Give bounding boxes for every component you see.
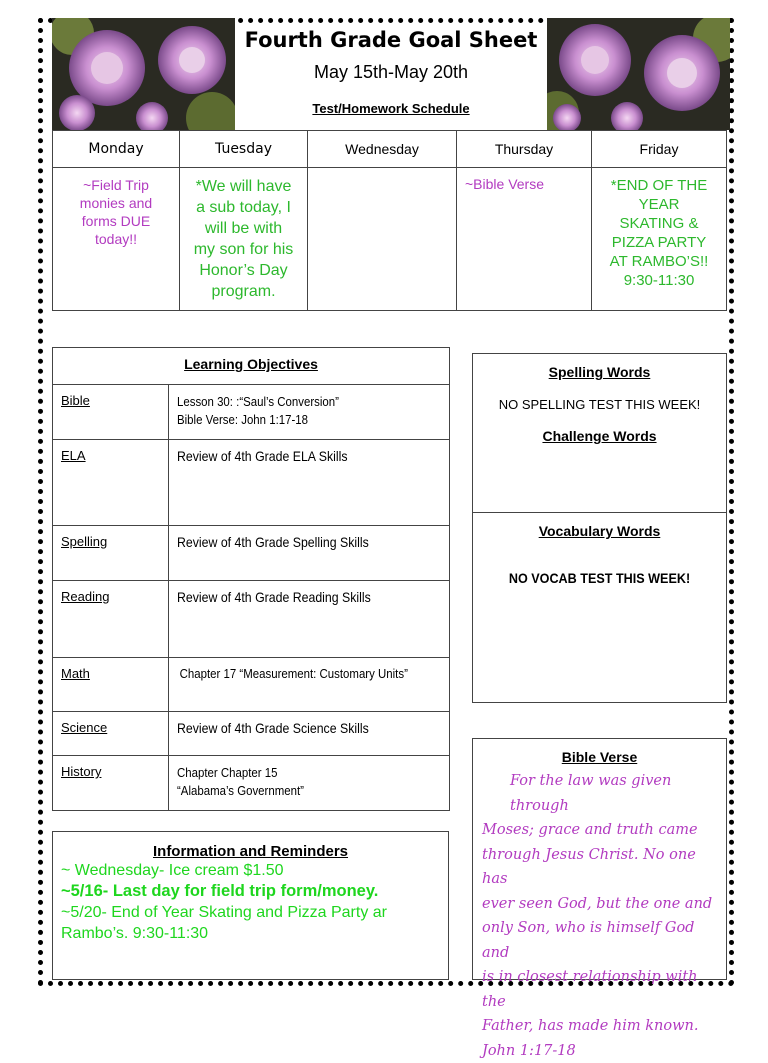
objective-bible xyxy=(169,385,450,440)
friday-line: PIZZA PARTY xyxy=(598,233,720,252)
wednesday-cell xyxy=(308,168,457,311)
subject-ela: ELA xyxy=(53,440,169,526)
friday-line: SKATING & xyxy=(598,214,720,233)
weekly-schedule-table xyxy=(52,130,727,311)
vocabulary-words-box xyxy=(472,512,727,703)
page-title: Fourth Grade Goal Sheet xyxy=(235,28,547,52)
monday-line: monies and xyxy=(59,194,173,212)
tuesday-cell xyxy=(180,168,308,311)
day-header-monday: Monday xyxy=(53,131,180,168)
spelling-note: NO SPELLING TEST THIS WEEK! xyxy=(473,397,726,412)
verse-line: Moses; grace and truth came xyxy=(482,818,717,843)
subject-bible: Bible xyxy=(53,385,169,440)
learning-objectives-heading: Learning Objectives xyxy=(53,348,450,385)
objective-history xyxy=(169,756,450,811)
subject-reading: Reading xyxy=(53,581,169,658)
reminder-item: ~5/20- End of Year Skating and Pizza Party ar xyxy=(61,902,440,923)
monday-line: today!! xyxy=(59,230,173,248)
friday-line: *END OF THE xyxy=(598,176,720,195)
objective-math xyxy=(169,658,450,712)
bible-verse-heading: Bible Verse xyxy=(473,749,726,765)
objective-line: Review of 4th Grade Science Skills xyxy=(177,720,409,736)
vocabulary-words-heading: Vocabulary Words xyxy=(473,523,726,539)
objective-line: Lesson 30: :“Saul’s Conversion” xyxy=(177,393,409,411)
tuesday-line: *We will have xyxy=(186,176,301,197)
information-reminders-box xyxy=(52,831,449,980)
friday-line: 9:30-11:30 xyxy=(598,271,720,290)
date-range: May 15th-May 20th xyxy=(235,62,547,83)
tuesday-line: will be with xyxy=(186,218,301,239)
day-header-wednesday: Wednesday xyxy=(308,131,457,168)
objective-ela xyxy=(169,440,450,526)
objective-line: Review of 4th Grade Spelling Skills xyxy=(177,534,409,550)
monday-line: forms DUE xyxy=(59,212,173,230)
subject-spelling: Spelling xyxy=(53,526,169,581)
subject-history: History xyxy=(53,756,169,811)
objective-science xyxy=(169,712,450,756)
verse-line: ever seen God, but the one and xyxy=(482,892,717,917)
verse-line: through Jesus Christ. No one has xyxy=(482,843,717,892)
day-header-friday: Friday xyxy=(592,131,727,168)
challenge-words-heading: Challenge Words xyxy=(473,428,726,444)
day-header-thursday: Thursday xyxy=(457,131,592,168)
friday-line: AT RAMBO’S!! xyxy=(598,252,720,271)
spelling-words-box xyxy=(472,353,727,513)
objective-reading xyxy=(169,581,450,658)
friday-cell xyxy=(592,168,727,311)
tuesday-line: program. xyxy=(186,281,301,302)
friday-line: YEAR xyxy=(598,195,720,214)
succulent-flowers-right-image xyxy=(547,18,730,130)
objective-line: Bible Verse: John 1:17-18 xyxy=(177,411,409,429)
verse-line: John 1:17-18 xyxy=(482,1039,717,1063)
verse-line: Father, has made him known. xyxy=(482,1014,717,1039)
reminder-item: Rambo’s. 9:30-11:30 xyxy=(61,923,440,944)
tuesday-line: Honor’s Day xyxy=(186,260,301,281)
tuesday-line: my son for his xyxy=(186,239,301,260)
objective-line: Review of 4th Grade Reading Skills xyxy=(177,589,409,605)
schedule-heading: Test/Homework Schedule xyxy=(235,101,547,116)
monday-cell xyxy=(53,168,180,311)
vocabulary-note: NO VOCAB TEST THIS WEEK! xyxy=(486,570,714,586)
information-heading: Information and Reminders xyxy=(53,843,448,860)
learning-objectives-table xyxy=(52,347,450,811)
subject-science: Science xyxy=(53,712,169,756)
objective-line: Chapter 17 “Measurement: Customary Units” xyxy=(177,666,409,681)
succulent-flowers-left-image xyxy=(52,18,235,130)
thursday-cell xyxy=(457,168,592,311)
objective-line: Chapter Chapter 15 xyxy=(177,764,409,782)
objective-line: “Alabama’s Government” xyxy=(177,782,409,800)
tuesday-line: a sub today, I xyxy=(186,197,301,218)
verse-line: For the law was given through xyxy=(482,769,717,818)
bible-verse-box xyxy=(472,738,727,980)
reminder-item: ~5/16- Last day for field trip form/money. xyxy=(61,881,440,902)
monday-line: ~Field Trip xyxy=(59,176,173,194)
subject-math: Math xyxy=(53,658,169,712)
thursday-line: ~Bible Verse xyxy=(465,176,585,192)
objective-spelling xyxy=(169,526,450,581)
spelling-words-heading: Spelling Words xyxy=(473,364,726,380)
verse-line: is in closest relationship with the xyxy=(482,965,717,1014)
day-header-tuesday: Tuesday xyxy=(180,131,308,168)
objective-line: Review of 4th Grade ELA Skills xyxy=(177,448,409,464)
verse-line: only Son, who is himself God and xyxy=(482,916,717,965)
reminder-item: ~ Wednesday- Ice cream $1.50 xyxy=(61,860,440,881)
